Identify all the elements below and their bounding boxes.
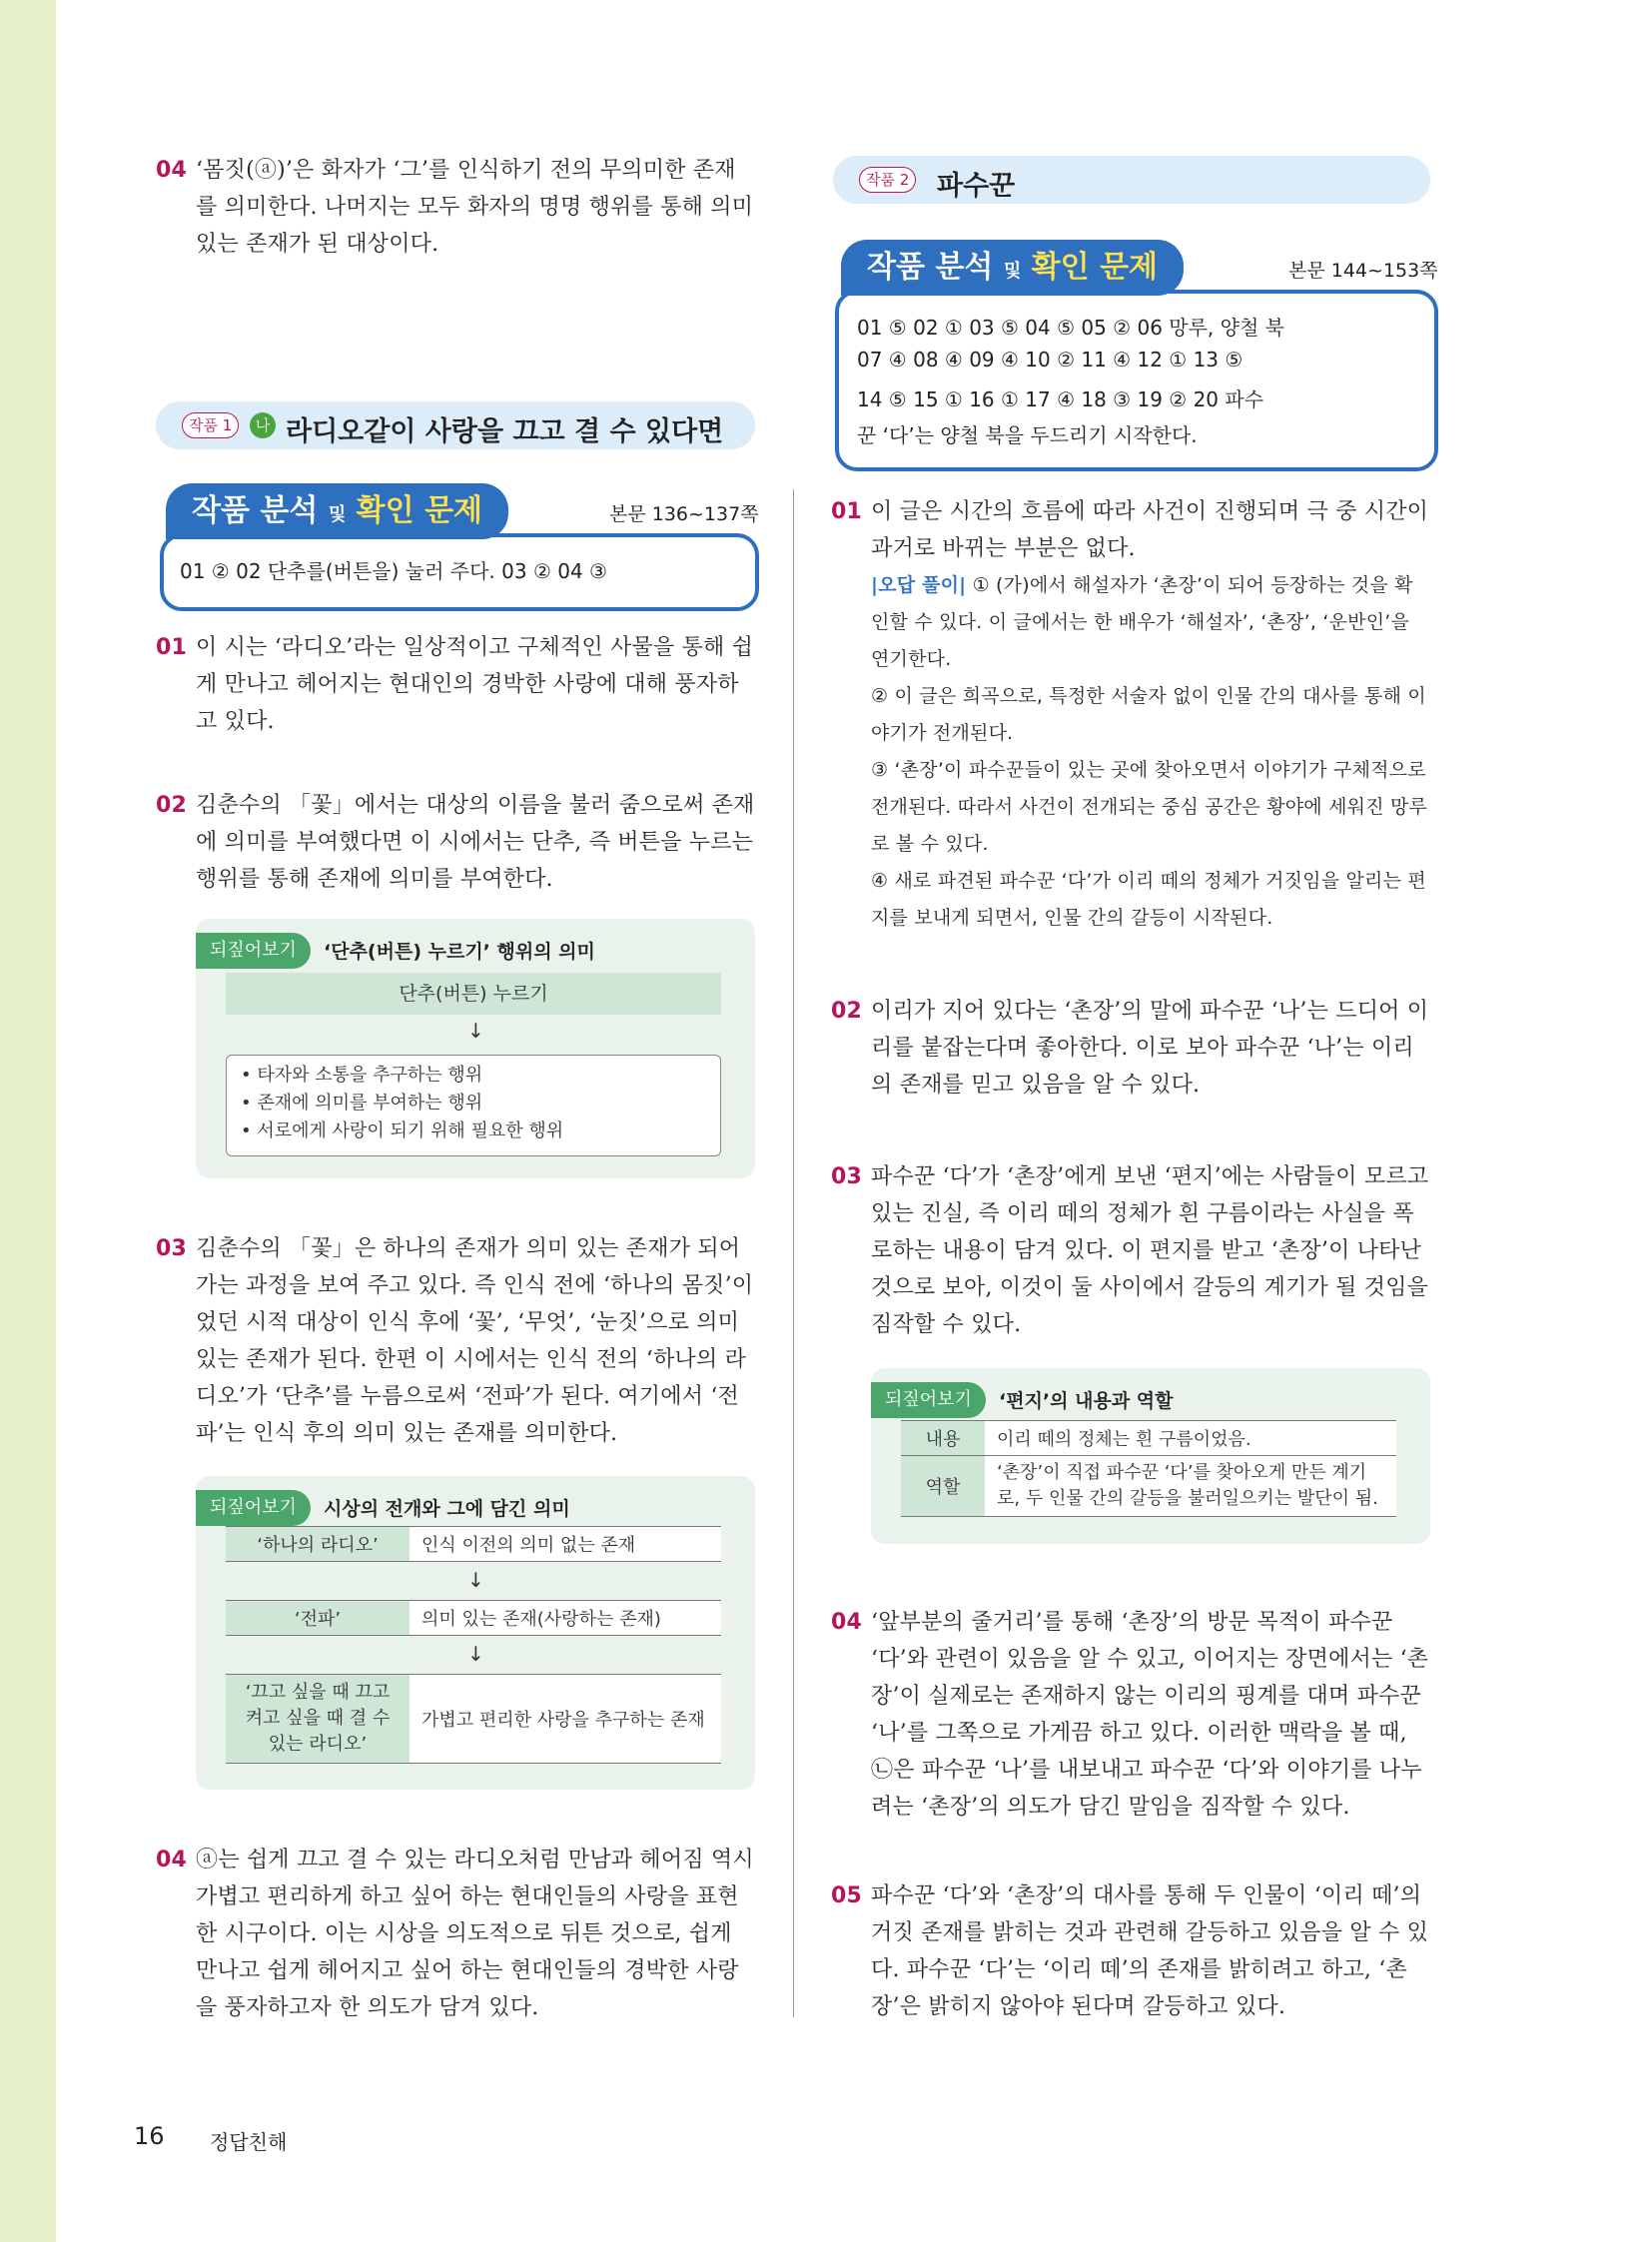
review-table-3: ‘끄고 싶을 때 끄고 켜고 싶을 때 결 수 있는 라디오’ 가볍고 편리한 사랑을 추구하는 존재: [226, 1674, 721, 1764]
left-q01: 01 이 시는 ‘라디오’라는 일상적이고 구체적인 사물을 통해 쉽게 만나고 헤어지는 현대인의 경박한 사랑에 대해 풍자하고 있다.: [156, 635, 754, 734]
left-margin-band: [0, 0, 56, 2242]
down-arrow-icon: ↓: [467, 1568, 484, 1592]
work-tag: 작품 1: [182, 412, 239, 438]
review-list: • 타자와 소통을 추구하는 행위 • 존재에 의미를 부여하는 행위 • 서로에게 사랑이 되기 위해 필요한 행위: [226, 1055, 721, 1156]
section-bar-work1: [156, 401, 755, 449]
right-q03: 03 파수꾼 ‘다’가 ‘촌장’에게 보낸 ‘편지’에는 사람들이 모르고 있는 진실, 즉 이리 떼의 정체가 흰 구름이라는 사실을 폭로하는 내용이 담겨 있다. 이 편지를 받고 ‘촌장’이 나타난 것으로 보아, 이것이 둘 사이에서 갈등의 계기가 될 것임을 짐작할 수 있다.: [831, 1164, 1429, 1337]
down-arrow-icon: ↓: [467, 1019, 484, 1043]
wrong-answer-label: |오답 풀이|: [871, 574, 967, 596]
answer-line-3: 14 ⑤ 15 ① 16 ① 17 ④ 18 ③ 19 ② 20 파수: [857, 387, 1264, 411]
answer-line-4: 꾼 ‘다’는 양철 북을 두드리기 시작한다.: [857, 423, 1198, 447]
section-bar-work2: [833, 156, 1430, 204]
answer-line-2: 07 ④ 08 ④ 09 ④ 10 ② 11 ④ 12 ① 13 ⑤: [857, 348, 1243, 372]
right-q01: 01 이 글은 시간의 흐름에 따라 사건이 진행되며 극 중 시간이 과거로 바뀌는 부분은 없다.: [831, 499, 1429, 561]
work-tag: 작품 2: [859, 167, 916, 193]
left-q03: 03 김춘수의 「꽃」은 하나의 존재가 의미 있는 존재가 되어 가는 과정을 보여 주고 있다. 즉 인식 전에 ‘하나의 몸짓’이었던 시적 대상이 인식 후에 ‘꽃’, ‘무엇’, ‘눈짓’으로 의미 있는 존재가 된다. 한편 이 시에서는 인식 전의 ‘하나의 라디오’가 ‘단추’를 누름으로써 ‘전파’가 된다. 여기에서 ‘전파’는 인식 후의 의미 있는 존재를 의미한다.: [156, 1236, 754, 1446]
review-table-1: ‘하나의 라디오’ 인식 이전의 의미 없는 존재: [226, 1526, 721, 1562]
section-title: 파수꾼: [937, 171, 1016, 202]
review-title: ‘단추(버튼) 누르기’ 행위의 의미: [324, 941, 595, 963]
review-tag: 되짚어보기: [196, 933, 311, 969]
answer-box-header: 작품 분석 및 확인 문제: [166, 483, 508, 539]
answer-line-1: 01 ⑤ 02 ① 03 ⑤ 04 ⑤ 05 ② 06 망루, 양철 북: [857, 316, 1284, 340]
answer-pages: 본문 144~153쪽: [1288, 260, 1438, 282]
down-arrow-icon: ↓: [467, 1642, 484, 1666]
circle-label: 나: [250, 412, 276, 438]
review-tag: 되짚어보기: [871, 1382, 986, 1418]
right-q05: 05 파수꾼 ‘다’와 ‘촌장’의 대사를 통해 두 인물이 ‘이리 떼’의 거짓 존재를 밝히는 것과 관련해 갈등하고 있음을 알 수 있다. 파수꾼 ‘다’는 ‘이리 떼’의 존재를 밝히려고 하고, ‘촌장’은 밝히지 않아야 된다며 갈등하고 있다.: [831, 1883, 1429, 2019]
answer-pages: 본문 136~137쪽: [609, 503, 759, 525]
review-table: 내용 이리 떼의 정체는 흰 구름이었음. 역할 ‘촌장’이 직접 파수꾼 ‘다’를 찾아오게 만든 계기로, 두 인물 간의 갈등을 불러일으키는 발단이 됨.: [901, 1420, 1396, 1517]
left-q04: 04 ⓐ는 쉽게 끄고 결 수 있는 라디오처럼 만남과 헤어짐 역시 가볍고 편리하게 하고 싶어 하는 현대인들의 사랑을 표현한 시구이다. 이는 시상을 의도적으로 뒤튼 것으로, 쉽게 만나고 쉽게 헤어지고 싶어 하는 현대인들의 경박한 사랑을 풍자하고자 한 의도가 담겨 있다.: [156, 1848, 754, 2020]
review-bar: 단추(버튼) 누르기: [226, 973, 721, 1015]
answer-box-header: 작품 분석 및 확인 문제: [841, 240, 1184, 296]
review-box-2: [196, 1476, 755, 1790]
left-q04-top: 04 ‘몸짓(ⓐ)’은 화자가 ‘그’를 인식하기 전의 무의미한 존재를 의미한다. 나머지는 모두 화자의 명명 행위를 통해 의미 있는 존재가 된 대상이다.: [156, 158, 754, 257]
left-q02: 02 김춘수의 「꽃」에서는 대상의 이름을 불러 줌으로써 존재에 의미를 부여했다면 이 시에서는 단추, 즉 버튼을 누르는 행위를 통해 존재에 의미를 부여한다.: [156, 793, 755, 892]
column-divider: [793, 489, 794, 2017]
review-title: ‘편지’의 내용과 역할: [999, 1390, 1174, 1412]
review-box-1: [196, 919, 755, 1178]
answer-line: 01 ② 02 단추를(버튼을) 눌러 주다. 03 ② 04 ③: [180, 559, 607, 583]
section-title: 라디오같이 사랑을 끄고 결 수 있다면: [286, 416, 724, 447]
page-number: 16: [134, 2122, 165, 2150]
review-box-3: [871, 1368, 1430, 1544]
footer-label: 정답친해: [210, 2130, 288, 2154]
right-q01-wrong-answers: |오답 풀이| ① (가)에서 해설자가 ‘촌장’이 되어 등장하는 것을 확인할 수 있다. 이 글에서는 한 배우가 ‘해설자’, ‘촌장’, ‘운반인’을 연기한다. ② 이 글은 희곡으로, 특정한 서술자 없이 인물 간의 대사를 통해 이야기가 전개된다. ③ ‘촌장’이 파수꾼들이 있는 곳에 찾아오면서 이야기가 구체적으로 전개된다. 따라서 사건이 전개되는 중심 공간은 황야에 세워진 망루로 볼 수 있다. ④ 새로 파견된 파수꾼 ‘다’가 이리 떼의 정체가 거짓임을 알리는 편지를 보내게 되면서, 인물 간의 갈등이 시작된다.: [871, 574, 1428, 929]
right-q02: 02 이리가 지어 있다는 ‘촌장’의 말에 파수꾼 ‘나’는 드디어 이리를 붙잡는다며 좋아한다. 이로 보아 파수꾼 ‘나’는 이리의 존재를 믿고 있음을 알 수 있다.: [831, 999, 1429, 1098]
right-q04: 04 ‘앞부분의 줄거리’를 통해 ‘촌장’의 방문 목적이 파수꾼 ‘다’와 관련이 있음을 알 수 있고, 이어지는 장면에서는 ‘촌장’이 실제로는 존재하지 않는 이리의 핑계를 대며 파수꾼 ‘나’를 그쪽으로 가게끔 하고 있다. 이러한 맥락을 볼 때, ㉡은 파수꾼 ‘나’를 내보내고 파수꾼 ‘다’와 이야기를 나누려는 ‘촌장’의 의도가 담긴 말임을 짐작할 수 있다.: [831, 1610, 1429, 1820]
review-title: 시상의 전개와 그에 담긴 의미: [324, 1498, 570, 1520]
review-table-2: ‘전파’ 의미 있는 존재(사랑하는 존재): [226, 1600, 721, 1636]
review-tag: 되짚어보기: [196, 1490, 311, 1526]
